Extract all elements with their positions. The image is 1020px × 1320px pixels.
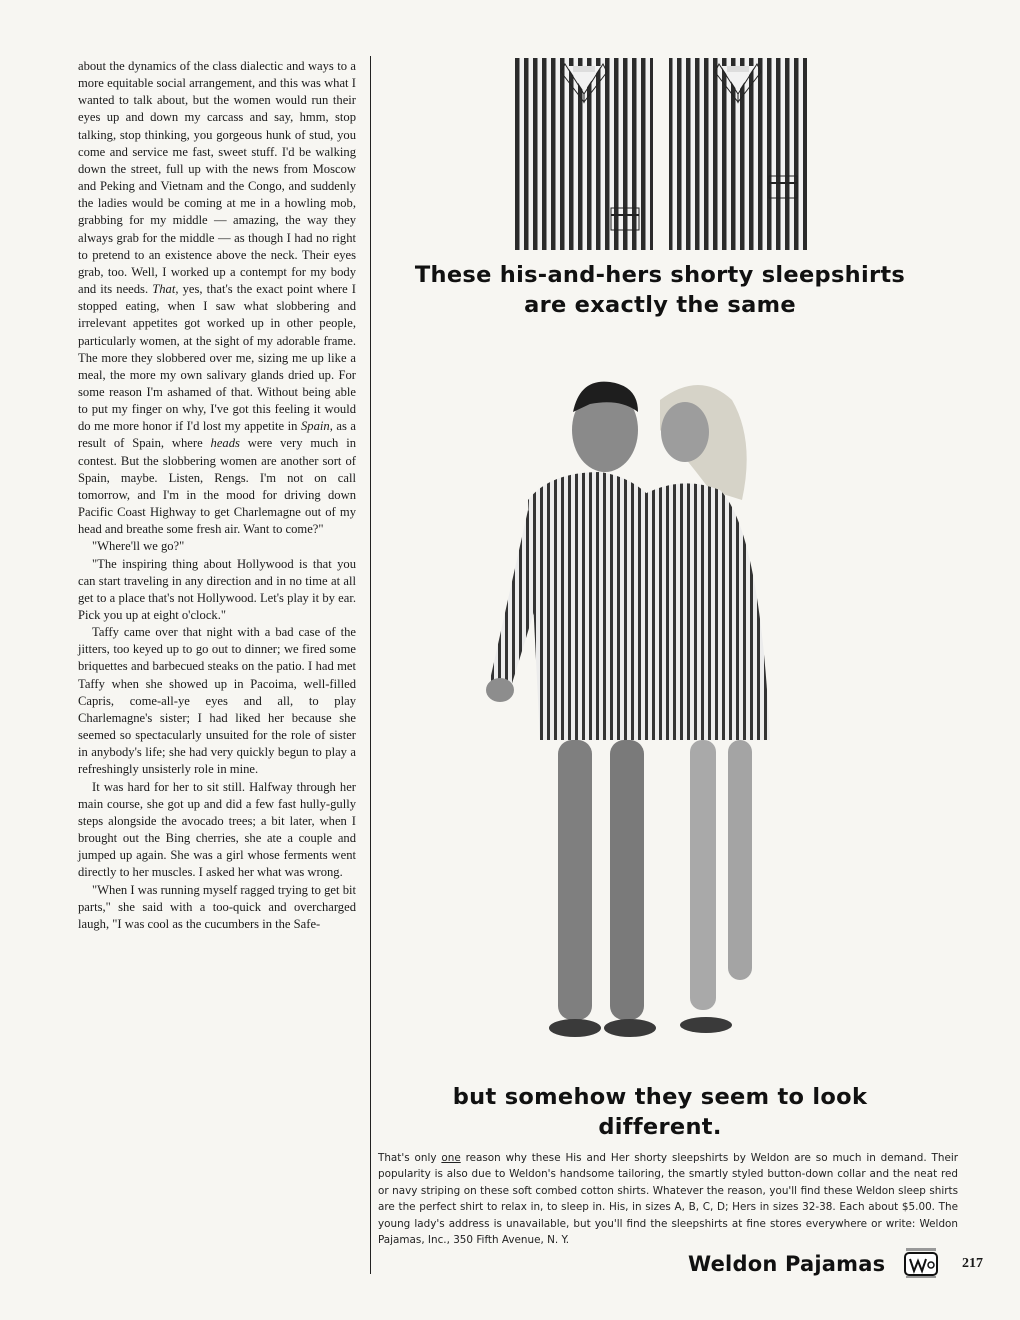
ad-headline-top: These his-and-hers shorty sleepshirts are exactly the same xyxy=(414,262,906,318)
story-italic-heads: heads xyxy=(210,436,240,451)
story-text: were very much in contest. But the slobbering women are another sort of Spain, maybe. Listen, Rengs. I'm not on call tomorrow, and I'm in the mood for driving down Pacific Coast Highway to get Charlemagne out of my head and breathe some fresh air. Want to come?" xyxy=(78,436,357,537)
story-paragraph-5: It was hard for her to sit still. Halfway through her main course, she got up and did a few fast hully-gully steps alongside the avocado trees; a bit later, when I brought out the Bing cherries, she ate a couple and jumped up again. She was a girl whose ferments went directly to her muscles. I asked her what was wrong. xyxy=(78,779,356,880)
shirt-right xyxy=(669,58,807,250)
brand-name: Weldon Pajamas xyxy=(688,1252,886,1276)
story-italic-spain: Spain xyxy=(301,419,330,434)
man-figure xyxy=(486,382,670,1037)
story-text: , yes, that's the exact point where I stopped eating, when I saw what slobbering and irrelevant appetites got worked up in other people, particularly women, at the sight of my adorable frame. The more they slobbered over me, sizing me up like a meal, the more my own salivary glands dried up. For some reason I'm ashamed of that. Without being able to put my finger on why, I've got this feeling it would do me more honor if I'd lost my appetite in xyxy=(78,282,357,434)
ad-body-copy xyxy=(378,1150,958,1248)
story-text: about the dynamics of the class dialectic and ways to a more equitable social arrangement, and this was what I wanted to talk about, but the women would run their eyes up and down my carcass and say, hmm, stop talking, stop thinking, you gorgeous hunk of stud, you come and service me fast, sweet stuff. I'd be walking down the street, full up with the news from Moscow and Peking and Vietnam and the Congo, and suddenly the ladies would be coming at me in a howling mob, grabbing for my middle — amazing, the way they always grab for the middle — as though I had no right to pretend to an existence above the neck. Their eyes grab, too. Well, I worked up a contempt for my body and its needs. xyxy=(78,59,356,297)
couple-photo xyxy=(470,360,800,1075)
ad-headline-bottom: but somehow they seem to look different. xyxy=(452,1084,868,1140)
weldon-logo-icon xyxy=(902,1247,940,1279)
ad-body-underlined: one xyxy=(441,1152,461,1164)
ad-body-text: That's only xyxy=(378,1152,442,1164)
story-column xyxy=(78,58,356,933)
story-text: , as a result of Spain, where xyxy=(78,419,356,451)
story-paragraph-3: "The inspiring thing about Hollywood is that you can start traveling in any direction and in no time at all get to a place that's not Hollywood. Let's play it by ear. Pick you up at eight o'clock." xyxy=(78,556,356,622)
story-italic-that: That xyxy=(152,282,176,297)
story-paragraph-1 xyxy=(78,58,356,538)
sleepshirts-product-image xyxy=(515,58,807,250)
ad-body-text: reason why these His and Her shorty sleepshirts by Weldon are so much in demand. Their popularity is also due to Weldon's handsome tailoring, the smartly styled button-down collar and the neat red or navy striping on these soft combed cotton shirts. Whatever the reason, you'll find these Weldon sleep shirts are the perfect shirt to relax in, to sleep in. His, in sizes A, B, C, D; Hers in sizes 32-38. Each about $5.00. The young lady's address is unavailable, but you'll find the sleepshirts at fine stores everywhere or write: Weldon Pajamas, Inc., 350 Fifth Avenue, N. Y. xyxy=(378,1152,958,1247)
story-paragraph-2: "Where'll we go?" xyxy=(92,539,185,554)
page-number: 217 xyxy=(962,1256,983,1271)
shirt-left xyxy=(515,58,653,250)
story-paragraph-6: "When I was running myself ragged trying to get bit parts," she said with a too-quick and overcharged laugh, "I was cool as the cucumbers in the Safe- xyxy=(78,882,356,931)
story-paragraph-4: Taffy came over that night with a bad case of the jitters, too keyed up to go out to dinner; we fired some briquettes and barbecued steaks on the patio. I had met Taffy when she showed up in Pacoima, well-filled Capris, come-all-ye eyes and all, to play Charlemagne's sister; I had liked her because she seemed so spectacularly unsuited for the role of sister in anybody's life; she had very quickly begun to play a refreshingly unsisterly role in mine. xyxy=(78,625,356,777)
column-divider xyxy=(370,56,371,1274)
ad-body-paragraph xyxy=(378,1150,958,1248)
